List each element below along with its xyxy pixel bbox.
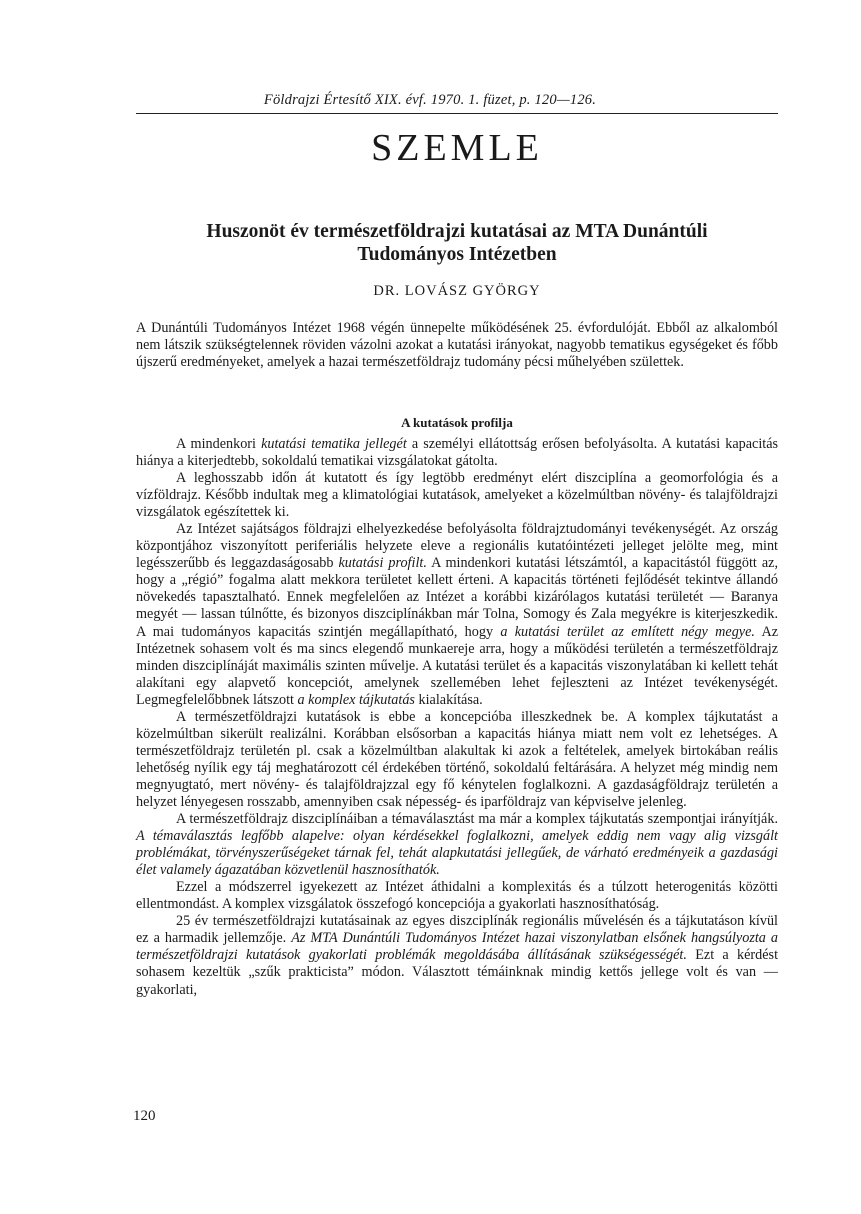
emphasis: kutatási tematika jellegét xyxy=(261,436,407,452)
text-run: A mindenkori xyxy=(176,436,262,452)
paragraph-4: A természetföldrajzi kutatások is ebbe a koncepcióba illeszkednek be. A komplex tájkutatást a közelmúltban sikerült realizálni. Korábban elsősorban a kapacitás hiánya miatt nem volt ez lehetséges. A természetföldrajz területén pl. csak a közelmúltban alakultak ki azok a feltételek, amelyek birtokában reális lehetőség nyílik egy táj meghatározott cél érdekében történő, sokoldalú feltárására. A helyzet még mindig nem megnyugtató, mert növény- és talajföldrajzzal egy fő kénytelen foglalkozni. A gazdaságföldrajz területén a helyzet lényegesen rosszabb, amennyiben csak népesség- és iparföldrajz van képviselve jelenleg. xyxy=(136,708,778,810)
header-rule xyxy=(136,113,778,114)
paragraph-7 xyxy=(136,913,778,998)
text-run: a személyi ellátottság erősen befolyásolta. A kutatási kapacitás hiánya a kiterjedtebb, sokoldalú tematikai vizsgálatokat gátolta. xyxy=(136,436,779,470)
section-title: SZEMLE xyxy=(371,127,543,169)
paragraph-6: Ezzel a módszerrel igyekezett az Intézet áthidalni a komplexitás és a túlzott heterogenitás közötti ellentmondást. A komplex vizsgálatok összefogó koncepciója a gyakorlati hasznosíthatóság. xyxy=(136,879,778,913)
paragraph-1 xyxy=(136,436,778,470)
emphasis: a komplex tájkutatás xyxy=(297,691,415,708)
author-name: DR. LOVÁSZ GYÖRGY xyxy=(373,283,541,299)
article-title-line-2: Tudományos Intézetben xyxy=(357,244,557,265)
text-run: A mindenkori kutatási létszámtól, a kapacitástól függött az, hogy a „régió” fogalma alatt mekkora területet kellett érteni. A kapacitás történeti fejlődését tekintve állandó növekedés tapasztalható. Ennek megfelelően az Intézet a korábbi kizárólagos kutatási területét — Baranya megyét — lassan túlnőtte, és bizonyos diszciplínákban már Tolna, Somogy és Zala megyékre is kiterjeszkedik. A mai tudományos kapacitás szintjén megállapítható, hogy xyxy=(136,555,778,640)
subheading: A kutatások profilja xyxy=(401,415,513,430)
text-run: A természetföldrajz diszciplínáiban a témaválasztást ma már a komplex tájkutatás szempontjai irányítják. xyxy=(176,811,778,828)
article-title-line-1: Huszonöt év természetföldrajzi kutatásai az MTA Dunántúli xyxy=(206,221,708,242)
running-head: Földrajzi Értesítő XIX. évf. 1970. 1. füzet, p. 120—126. xyxy=(263,92,597,108)
paragraph-3 xyxy=(136,521,778,709)
article-title xyxy=(136,220,778,266)
emphasis: A témaválasztás legfőbb alapelve: olyan kérdésekkel foglalkozni, amelyek eddig nem vagy alig vizsgált problémákat, törvényszerűségeket tárnak fel, tehát alapkutatási jellegűek, de várható eredményeik a gazdasági élet valamely ágazatában közvetlenül hasznosíthatók. xyxy=(136,828,778,879)
intro-paragraph: A Dunántúli Tudományos Intézet 1968 végén ünnepelte működésének 25. évfordulóját. Ebből az alkalomból nem látszik szükségtelennek röviden vázolni azokat a kutatási irányokat, nagyobb tematikus egységeket és főbb újszerű eredményeket, amelyek a hazai természetföldrajz tudomány pécsi műhelyében születtek. xyxy=(136,320,778,371)
text-run: kialakítása. xyxy=(414,691,483,708)
text-run: Az Intézetnek sohasem volt és ma sincs elegendő munkaereje arra, hogy a működési területén a természetföldrajz minden diszciplínáját maximális szinten művelje. A kutatási terület és a kapacitás viszonylatában ki kellett tehát alakítani egy alapvető koncepciót, amelynek szellemében lehet fejleszteni az Intézet tevékenységét. Legmegfelelőbbnek látszott xyxy=(136,623,778,708)
emphasis: Az MTA Dunántúli Tudományos Intézet hazai viszonylatban elsőnek hangsúlyozta a természetföldrajzi kutatások gyakorlati problémák megoldásába állításának szükségességét. xyxy=(136,930,778,964)
emphasis: a kutatási terület az említett négy megye. xyxy=(500,623,755,640)
paragraph-5 xyxy=(136,811,778,879)
emphasis: kutatási profilt. xyxy=(338,555,427,572)
text-run: Ezt a kérdést sohasem kezeltük „szűk prakticista” módon. Választott témáinknak mindig kettős jellege volt és van — gyakorlati, xyxy=(136,947,779,998)
text-run: 25 év természetföldrajzi kutatásainak az egyes diszciplínák regionális művelésén és a tájkutatáson kívül ez a harmadik jellemzője. xyxy=(136,913,778,947)
paragraph-2: A leghosszabb időn át kutatott és így legtöbb eredményt elért diszciplína a geomorfológia és a vízföldrajz. Később indultak meg a klimatológiai kutatások, amelyeket a közelmúltban növény- és talajföldrajzi vizsgálatok egészítettek ki. xyxy=(136,470,778,521)
text-run: Az Intézet sajátságos földrajzi elhelyezkedése befolyásolta földrajztudományi tevékenységét. Az ország központjához viszonyított periferiális helyzete eleve a regionális kutatóintézeti jelleget jelölte meg, mint legésszerűbb és leggazdaságosabb xyxy=(136,521,778,572)
page-number: 120 xyxy=(133,1108,156,1124)
body-text xyxy=(136,436,778,999)
